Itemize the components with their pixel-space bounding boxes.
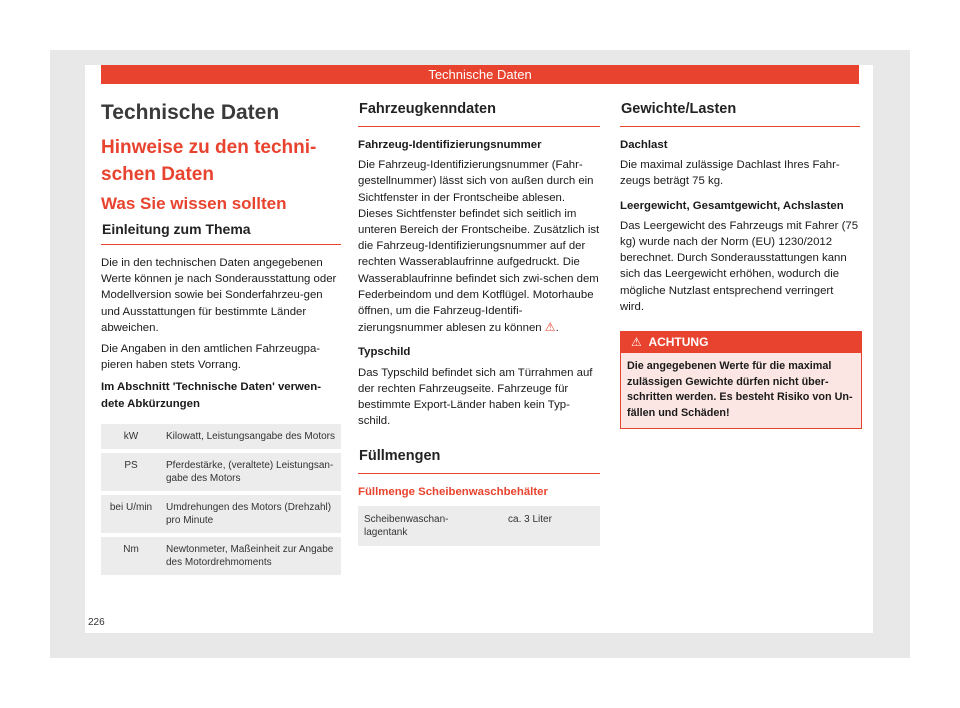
warning-triangle-icon: ⚠ bbox=[544, 320, 556, 335]
warning-label: ACHTUNG bbox=[648, 335, 709, 350]
warning-triangle-icon: ⚠ bbox=[631, 335, 642, 350]
weights-paragraph: Das Leergewicht des Fahrzeugs mit Fahrer (75 kg) wurde nach der Norm (EU) 1230/2012 berechnet. Durch Sonderausstattungen kann sich das Leergewicht erhöhen, wodurch die mögliche Nutzlast entsprechend verringert wird. bbox=[620, 219, 859, 313]
vin-paragraph: Die Fahrzeug-Identifizierungsnummer (Fahr-gestellnummer) lässt sich von außen durch ein Sichtfenster in der Frontscheibe ablesen. Dieses Sichtfenster befindet sich seitlich im unteren Bereich der Frontscheibe. Zusätzlich ist die Fahrzeug-Identifizierungsnummer auf der rechten Wasserablaufrinne aufgedruckt. Die Wasserablaufrinne befindet sich zwi-schen dem Federbeindom und dem Kotflügel. Motorhaube öffnen, um die Fahrzeug-Identifi-zierungsnummer ablesen zu können ⚠. bbox=[358, 159, 600, 335]
table-row bbox=[101, 453, 341, 491]
page-title: Technische Daten bbox=[101, 101, 280, 124]
abbreviations-intro: Im Abschnitt 'Technische Daten' verwen-dete Abkürzungen bbox=[101, 381, 321, 410]
section-heading-fill-quantities: Füllmengen bbox=[358, 445, 600, 474]
washer-value: ca. 3 Liter bbox=[508, 514, 552, 526]
vin-heading: Fahrzeug-Identifizierungsnummer bbox=[358, 139, 542, 151]
abbreviations-table bbox=[101, 424, 341, 575]
washer-key: Scheibenwaschan-lagentank bbox=[364, 514, 449, 539]
abbr-value: Newtonmeter, Maßeinheit zur Angabe des Motordrehmoments bbox=[161, 537, 341, 575]
abbr-value: Umdrehungen des Motors (Drehzahl) pro Minute bbox=[161, 495, 341, 533]
abbr-value: Pferdestärke, (veraltete) Leistungsan-gabe des Motors bbox=[161, 453, 341, 491]
warning-box bbox=[620, 331, 862, 429]
type-plate-paragraph: Das Typschild befindet sich am Türrahmen auf der rechten Fahrzeugseite. Fahrzeuge für bestimmte Export-Länder haben kein Typ-schild. bbox=[358, 366, 593, 428]
washer-heading: Füllmenge Scheibenwaschbehälter bbox=[358, 486, 548, 499]
abbr-key: PS bbox=[101, 453, 161, 491]
abbr-key: bei U/min bbox=[101, 495, 161, 533]
abbr-key: kW bbox=[101, 424, 161, 449]
weights-heading: Leergewicht, Gesamtgewicht, Achslasten bbox=[620, 199, 844, 212]
table-row bbox=[101, 495, 341, 533]
warning-text: Die angegebenen Werte für die maximal zulässigen Gewichte dürfen nicht über-schritten werden. Es besteht Risiko von Un-fällen und Schäden! bbox=[621, 353, 861, 428]
type-plate-heading: Typschild bbox=[358, 346, 411, 359]
abbr-key: Nm bbox=[101, 537, 161, 575]
column-weights bbox=[620, 98, 860, 429]
chapter-header: Technische Daten bbox=[101, 65, 859, 84]
precedence-paragraph: Die Angaben in den amtlichen Fahrzeugpa-pieren haben stets Vorrang. bbox=[101, 343, 321, 372]
column-vehicle-data bbox=[358, 98, 600, 546]
warning-header bbox=[621, 332, 861, 353]
column-introduction bbox=[101, 98, 341, 575]
subtitle-2: Was Sie wissen sollten bbox=[101, 194, 287, 213]
page-number: 226 bbox=[88, 617, 105, 628]
roof-load-paragraph: Die maximal zulässige Dachlast Ihres Fahr-zeugs beträgt 75 kg. bbox=[620, 159, 840, 188]
section-heading-vehicle-data: Fahrzeugkenndaten bbox=[358, 98, 600, 127]
section-heading-weights: Gewichte/Lasten bbox=[620, 98, 860, 127]
washer-table bbox=[358, 506, 600, 546]
table-row bbox=[101, 424, 341, 449]
subtitle: Hinweise zu den techni- schen Daten bbox=[101, 137, 317, 185]
table-row bbox=[101, 537, 341, 575]
intro-paragraph: Die in den technischen Daten angegebenen Werte können je nach Sonderausstattung oder Modellversion sowie bei Sonderfahrzeu-gen und Ausstattungen für bestimmte Länder abweichen. bbox=[101, 257, 337, 334]
roof-load-heading: Dachlast bbox=[620, 139, 668, 151]
abbr-value: Kilowatt, Leistungsangabe des Motors bbox=[161, 424, 341, 449]
section-heading-intro: Einleitung zum Thema bbox=[101, 220, 341, 245]
